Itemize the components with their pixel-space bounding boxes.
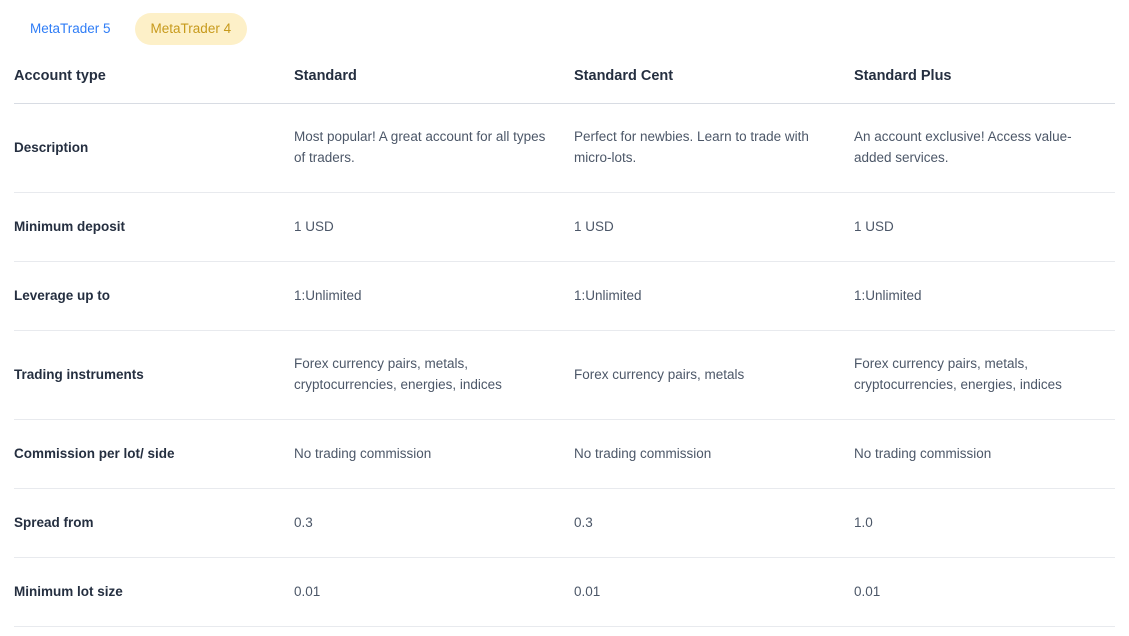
row-value-spread-from-standard-cent: 0.3 xyxy=(574,514,593,530)
row-label-minimum-deposit: Minimum deposit xyxy=(14,219,125,235)
tab-metatrader-4[interactable]: MetaTrader 4 xyxy=(135,13,248,45)
row-value-minimum-lot-size-standard: 0.01 xyxy=(294,583,321,599)
tab-metatrader-5[interactable]: MetaTrader 5 xyxy=(14,13,127,45)
row-value-trading-instruments-standard-plus: Forex currency pairs, metals, cryptocurrencies, energies, indices xyxy=(854,356,1062,392)
row-value-leverage-standard: 1:Unlimited xyxy=(294,287,362,303)
row-value-minimum-lot-size-standard-plus: 0.01 xyxy=(854,583,881,599)
row-value-leverage-standard-plus: 1:Unlimited xyxy=(854,287,922,303)
row-value-description-standard: Most popular! A great account for all types of traders. xyxy=(294,129,546,165)
row-label-minimum-lot-size: Minimum lot size xyxy=(14,584,123,600)
header-standard: Standard xyxy=(294,67,357,84)
row-value-minimum-lot-size-standard-cent: 0.01 xyxy=(574,583,601,599)
table-row xyxy=(14,262,1115,331)
row-value-minimum-deposit-standard-cent: 1 USD xyxy=(574,218,614,234)
table-header-row xyxy=(14,48,1115,104)
platform-tabs xyxy=(0,0,1129,48)
row-value-description-standard-cent: Perfect for newbies. Learn to trade with micro-lots. xyxy=(574,129,809,165)
header-standard-plus: Standard Plus xyxy=(854,67,952,84)
table-row xyxy=(14,193,1115,262)
table-row xyxy=(14,104,1115,193)
row-value-minimum-deposit-standard: 1 USD xyxy=(294,218,334,234)
row-label-trading-instruments: Trading instruments xyxy=(14,367,144,383)
table-row xyxy=(14,558,1115,627)
table-row xyxy=(14,331,1115,420)
account-comparison-table xyxy=(0,48,1129,627)
row-label-spread-from: Spread from xyxy=(14,515,94,531)
row-value-leverage-standard-cent: 1:Unlimited xyxy=(574,287,642,303)
row-value-spread-from-standard-plus: 1.0 xyxy=(854,514,873,530)
header-standard-cent: Standard Cent xyxy=(574,67,674,84)
row-label-description: Description xyxy=(14,140,89,156)
row-value-trading-instruments-standard: Forex currency pairs, metals, cryptocurrencies, energies, indices xyxy=(294,356,502,392)
row-value-commission-standard: No trading commission xyxy=(294,445,432,461)
row-value-commission-standard-plus: No trading commission xyxy=(854,445,992,461)
row-label-leverage: Leverage up to xyxy=(14,288,111,304)
table-row xyxy=(14,489,1115,558)
row-value-minimum-deposit-standard-plus: 1 USD xyxy=(854,218,894,234)
table-row xyxy=(14,420,1115,489)
row-value-description-standard-plus: An account exclusive! Access value-added services. xyxy=(854,129,1072,165)
row-label-commission: Commission per lot/ side xyxy=(14,446,175,462)
row-value-spread-from-standard: 0.3 xyxy=(294,514,313,530)
row-value-commission-standard-cent: No trading commission xyxy=(574,445,712,461)
row-value-trading-instruments-standard-cent: Forex currency pairs, metals xyxy=(574,366,745,382)
header-account-type: Account type xyxy=(14,67,106,84)
